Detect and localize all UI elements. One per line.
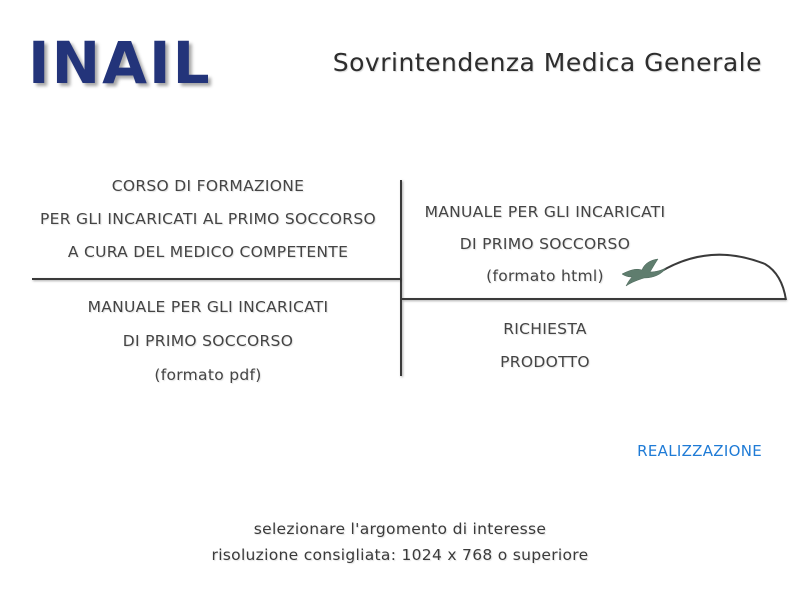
inail-logo [28,30,264,96]
menu-link-line: DI PRIMO SOCCORSO [122,332,294,350]
menu-link-line: (formato html) [486,267,604,285]
menu-link-line: (formato pdf) [154,366,262,384]
menu-link-corso-formazione[interactable] [32,174,384,273]
menu-link-line: MANUALE PER GLI INCARICATI [87,298,329,316]
menu-link-line: DI PRIMO SOCCORSO [459,235,631,253]
decorative-arc [620,248,790,304]
footer-instruction: selezionare l'argomento di interesse [253,520,547,538]
footer [0,516,800,568]
footer-resolution-note: risoluzione consigliata: 1024 x 768 o superiore [211,546,589,564]
vertical-divider [400,180,402,376]
logo-text: INAIL [28,29,212,97]
horizontal-divider-left [32,278,400,280]
menu-link-manuale-pdf[interactable] [32,295,384,397]
realizzazione-link[interactable]: REALIZZAZIONE [637,442,762,460]
dove-icon [622,259,666,286]
menu-link-line: MANUALE PER GLI INCARICATI [424,203,666,221]
menu-link-richiesta-prodotto[interactable] [460,317,630,383]
page-title: Sovrintendenza Medica Generale [332,48,762,77]
menu-link-line: RICHIESTA [503,320,587,338]
menu-link-line: PRODOTTO [500,353,590,371]
menu-link-line: CORSO DI FORMAZIONE [111,177,305,195]
menu-link-line: A CURA DEL MEDICO COMPETENTE [67,243,349,261]
menu-link-line: PER GLI INCARICATI AL PRIMO SOCCORSO [40,210,376,228]
arc-curve [660,255,786,300]
